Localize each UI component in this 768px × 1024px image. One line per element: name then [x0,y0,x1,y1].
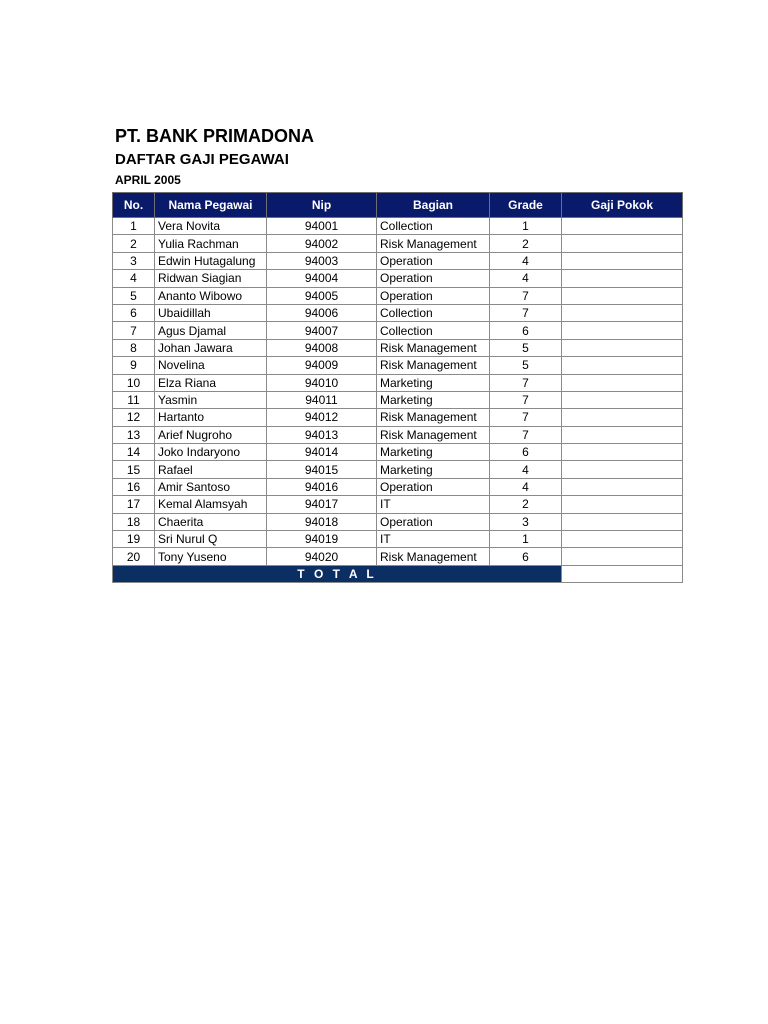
cell-nama-pegawai[interactable]: Novelina [155,357,267,374]
cell-nama-pegawai[interactable]: Hartanto [155,409,267,426]
cell-gaji-pokok[interactable] [562,322,683,339]
cell-bagian[interactable]: Operation [377,478,490,495]
cell-nama-pegawai[interactable]: Amir Santoso [155,478,267,495]
cell-grade[interactable]: 4 [490,252,562,269]
cell-nip[interactable]: 94019 [267,531,377,548]
cell-gaji-pokok[interactable] [562,531,683,548]
cell-gaji-pokok[interactable] [562,339,683,356]
cell-bagian[interactable]: Risk Management [377,548,490,565]
cell-nip[interactable]: 94006 [267,304,377,321]
cell-bagian[interactable]: Operation [377,287,490,304]
cell-gaji-pokok[interactable] [562,409,683,426]
cell-grade[interactable]: 7 [490,409,562,426]
table-row [113,374,683,391]
company-name: PT. BANK PRIMADONA [115,126,315,146]
cell-gaji-pokok[interactable] [562,478,683,495]
cell-nama-pegawai[interactable]: Edwin Hutagalung [155,252,267,269]
cell-gaji-pokok[interactable] [562,304,683,321]
cell-no[interactable]: 4 [113,270,155,287]
cell-bagian[interactable]: Marketing [377,391,490,408]
column-header-no[interactable]: No. [113,193,155,218]
cell-nip[interactable]: 94007 [267,322,377,339]
cell-nama-pegawai[interactable]: Rafael [155,461,267,478]
cell-bagian[interactable]: IT [377,531,490,548]
cell-nip[interactable]: 94011 [267,391,377,408]
cell-gaji-pokok[interactable] [562,374,683,391]
total-row [113,565,683,582]
cell-no[interactable]: 17 [113,496,155,513]
cell-bagian[interactable]: Risk Management [377,339,490,356]
cell-nama-pegawai[interactable]: Yasmin [155,391,267,408]
cell-bagian[interactable]: Collection [377,322,490,339]
cell-nama-pegawai[interactable]: Ridwan Siagian [155,270,267,287]
table-row [113,270,683,287]
cell-grade[interactable]: 4 [490,270,562,287]
cell-no[interactable]: 12 [113,409,155,426]
cell-gaji-pokok[interactable] [562,496,683,513]
cell-grade[interactable]: 6 [490,444,562,461]
table-row [113,287,683,304]
cell-no[interactable]: 6 [113,304,155,321]
cell-bagian[interactable]: IT [377,496,490,513]
table-row [113,531,683,548]
cell-gaji-pokok[interactable] [562,391,683,408]
cell-grade[interactable]: 6 [490,548,562,565]
cell-no[interactable]: 9 [113,357,155,374]
cell-no[interactable]: 11 [113,391,155,408]
cell-gaji-pokok[interactable] [562,444,683,461]
cell-grade[interactable]: 7 [490,287,562,304]
table-row [113,513,683,530]
column-header-nip[interactable]: Nip [267,193,377,218]
cell-gaji-pokok[interactable] [562,357,683,374]
cell-no[interactable]: 13 [113,426,155,443]
cell-grade[interactable]: 4 [490,478,562,495]
cell-nama-pegawai[interactable]: Joko Indaryono [155,444,267,461]
table-row [113,235,683,252]
table-row [113,304,683,321]
cell-nama-pegawai[interactable]: Agus Djamal [155,322,267,339]
cell-no[interactable]: 19 [113,531,155,548]
cell-gaji-pokok[interactable] [562,548,683,565]
cell-no[interactable]: 8 [113,339,155,356]
cell-nip[interactable]: 94001 [267,218,377,235]
cell-nip[interactable]: 94009 [267,357,377,374]
table-row [113,496,683,513]
cell-bagian[interactable]: Collection [377,218,490,235]
cell-nama-pegawai[interactable]: Yulia Rachman [155,235,267,252]
table-row [113,339,683,356]
cell-grade[interactable]: 6 [490,322,562,339]
cell-bagian[interactable]: Risk Management [377,426,490,443]
cell-no[interactable]: 1 [113,218,155,235]
table-header [113,193,683,218]
cell-nip[interactable]: 94018 [267,513,377,530]
cell-no[interactable]: 16 [113,478,155,495]
cell-grade[interactable]: 2 [490,235,562,252]
cell-nip[interactable]: 94016 [267,478,377,495]
cell-nama-pegawai[interactable]: Ananto Wibowo [155,287,267,304]
cell-gaji-pokok[interactable] [562,252,683,269]
cell-gaji-pokok[interactable] [562,287,683,304]
cell-grade[interactable]: 1 [490,218,562,235]
cell-gaji-pokok[interactable] [562,235,683,252]
cell-no[interactable]: 3 [113,252,155,269]
cell-nip[interactable]: 94020 [267,548,377,565]
cell-nip[interactable]: 94017 [267,496,377,513]
column-header-grade[interactable]: Grade [490,193,562,218]
cell-nama-pegawai[interactable]: Sri Nurul Q [155,531,267,548]
cell-no[interactable]: 2 [113,235,155,252]
cell-nip[interactable]: 94008 [267,339,377,356]
cell-grade[interactable]: 2 [490,496,562,513]
table-body [113,218,683,583]
cell-nip[interactable]: 94010 [267,374,377,391]
cell-gaji-pokok[interactable] [562,218,683,235]
cell-bagian[interactable]: Risk Management [377,409,490,426]
cell-bagian[interactable]: Marketing [377,374,490,391]
cell-grade[interactable]: 5 [490,357,562,374]
column-header-bagian[interactable]: Bagian [377,193,490,218]
cell-grade[interactable]: 7 [490,426,562,443]
payroll-table [112,192,683,583]
cell-no[interactable]: 18 [113,513,155,530]
cell-nama-pegawai[interactable]: Elza Riana [155,374,267,391]
cell-nama-pegawai[interactable]: Kemal Alamsyah [155,496,267,513]
cell-nip[interactable]: 94005 [267,287,377,304]
cell-grade[interactable]: 5 [490,339,562,356]
cell-nip[interactable]: 94004 [267,270,377,287]
table-row [113,548,683,565]
cell-no[interactable]: 14 [113,444,155,461]
cell-nama-pegawai[interactable]: Vera Novita [155,218,267,235]
table-row [113,252,683,269]
table-row [113,391,683,408]
cell-nip[interactable]: 94013 [267,426,377,443]
cell-no[interactable]: 7 [113,322,155,339]
cell-grade[interactable]: 1 [490,531,562,548]
column-header-nama-pegawai[interactable]: Nama Pegawai [155,193,267,218]
cell-grade[interactable]: 4 [490,461,562,478]
table-row [113,444,683,461]
period-label: APRIL 2005 [115,173,181,187]
table-row [113,426,683,443]
table-row [113,218,683,235]
cell-gaji-pokok[interactable] [562,426,683,443]
cell-bagian[interactable]: Marketing [377,461,490,478]
cell-bagian[interactable]: Risk Management [377,235,490,252]
cell-no[interactable]: 20 [113,548,155,565]
document-header [115,124,314,188]
cell-nama-pegawai[interactable]: Ubaidillah [155,304,267,321]
total-label[interactable]: T O T A L [113,565,562,582]
cell-grade[interactable]: 7 [490,391,562,408]
total-value-cell[interactable] [562,565,683,582]
table-row [113,409,683,426]
cell-no[interactable]: 15 [113,461,155,478]
cell-bagian[interactable]: Operation [377,270,490,287]
table-row [113,478,683,495]
cell-bagian[interactable]: Operation [377,513,490,530]
cell-no[interactable]: 10 [113,374,155,391]
table-row [113,322,683,339]
cell-nip[interactable]: 94003 [267,252,377,269]
column-header-gaji-pokok[interactable]: Gaji Pokok [562,193,683,218]
document-title: DAFTAR GAJI PEGAWAI [115,151,289,168]
cell-nama-pegawai[interactable]: Arief Nugroho [155,426,267,443]
cell-grade[interactable]: 7 [490,374,562,391]
cell-bagian[interactable]: Collection [377,304,490,321]
cell-nip[interactable]: 94015 [267,461,377,478]
cell-gaji-pokok[interactable] [562,461,683,478]
cell-no[interactable]: 5 [113,287,155,304]
table-row [113,461,683,478]
cell-gaji-pokok[interactable] [562,513,683,530]
cell-nip[interactable]: 94002 [267,235,377,252]
cell-bagian[interactable]: Operation [377,252,490,269]
table-row [113,357,683,374]
cell-nip[interactable]: 94014 [267,444,377,461]
cell-nama-pegawai[interactable]: Chaerita [155,513,267,530]
cell-bagian[interactable]: Risk Management [377,357,490,374]
cell-grade[interactable]: 7 [490,304,562,321]
cell-grade[interactable]: 3 [490,513,562,530]
cell-gaji-pokok[interactable] [562,270,683,287]
cell-nama-pegawai[interactable]: Tony Yuseno [155,548,267,565]
cell-nip[interactable]: 94012 [267,409,377,426]
cell-bagian[interactable]: Marketing [377,444,490,461]
cell-nama-pegawai[interactable]: Johan Jawara [155,339,267,356]
header-row [113,193,683,218]
